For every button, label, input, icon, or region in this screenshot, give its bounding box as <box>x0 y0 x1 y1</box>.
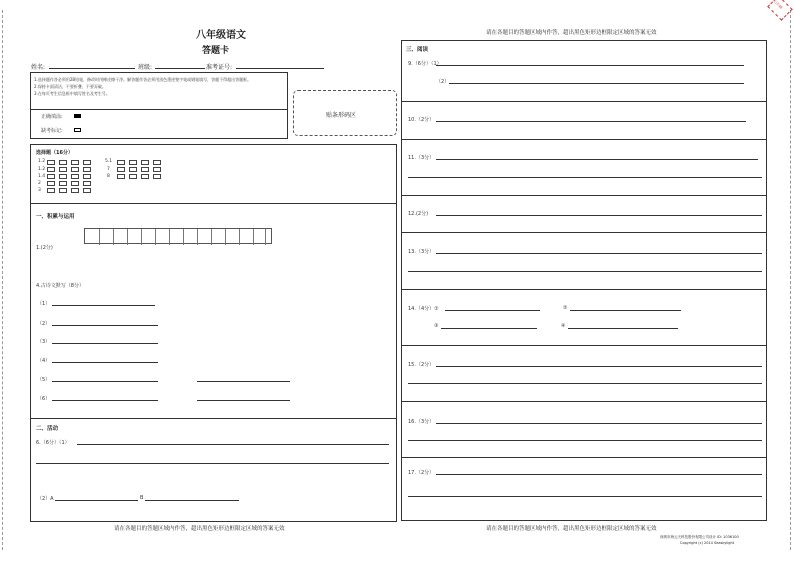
answer-line[interactable] <box>570 310 681 311</box>
company-credit: 深圳市海云天科技股份有限公司设计 ID: 1036100 <box>660 535 739 539</box>
section3-title: 三、阅读 <box>406 47 429 53</box>
bubble[interactable] <box>59 167 67 172</box>
answer-line[interactable] <box>408 177 762 178</box>
answer-line[interactable] <box>445 310 540 311</box>
q4-label: 4.古诗文默写（8分） <box>36 283 84 289</box>
choice-num: 1.2 <box>38 167 46 172</box>
bubble[interactable] <box>59 174 67 179</box>
blank-line[interactable] <box>52 362 158 363</box>
choice-num: 5.1 <box>105 159 113 164</box>
blank-line[interactable] <box>197 381 290 382</box>
q9-2-label: （2） <box>436 79 450 85</box>
answer-line[interactable] <box>408 271 762 272</box>
bubble[interactable] <box>117 167 125 172</box>
bubble[interactable] <box>71 181 79 186</box>
q1-label: 1.(2分) <box>36 245 53 251</box>
bubble[interactable] <box>59 188 67 193</box>
header-warning-right: 请在各题目的答题区域内作答，超出黑色矩形边框限定区域的答案无效 <box>486 30 657 36</box>
blank-label: （1） <box>37 301 51 307</box>
bubble[interactable] <box>153 160 161 165</box>
bubble[interactable] <box>47 174 55 179</box>
answer-line[interactable] <box>436 215 762 216</box>
answer-line[interactable] <box>436 159 758 160</box>
answer-line[interactable] <box>36 463 389 464</box>
answer-frame-left <box>30 144 397 522</box>
answer-line[interactable] <box>436 121 746 122</box>
bubble[interactable] <box>59 181 67 186</box>
q14-2-label: ② <box>563 305 568 311</box>
section2-title: 二、活动 <box>36 426 59 432</box>
bubble[interactable] <box>59 160 67 165</box>
bubble[interactable] <box>71 188 79 193</box>
q9-label: 9.（6分）（1） <box>408 61 442 67</box>
scanned-stamp: 已扫描 <box>767 0 792 21</box>
bubble[interactable] <box>47 167 55 172</box>
notice-rule-1: 1.选择题作答必须用2B铅笔，修改时用橡皮擦干净。解答题作答必须用黑色墨迹签字笔或钢笔填写，答题不得超出答题框。 <box>34 77 252 82</box>
filled-mark-icon <box>74 114 81 118</box>
blank-line[interactable] <box>197 400 290 401</box>
margin-dash-left <box>2 10 3 550</box>
choice-num: 1.4 <box>38 174 46 179</box>
card-subtitle: 答题卡 <box>202 46 230 56</box>
q14-4-label: ④ <box>561 323 566 329</box>
answer-line[interactable] <box>436 366 762 367</box>
answer-line[interactable] <box>408 383 762 384</box>
bubble[interactable] <box>129 160 137 165</box>
footer-warning-left: 请在各题目的答题区域内作答，超出黑色矩形边框限定区域的答案无效 <box>114 526 285 532</box>
answer-line[interactable] <box>55 500 138 501</box>
bubble[interactable] <box>141 160 149 165</box>
q16-label: 16.（3分） <box>408 419 435 425</box>
answer-line[interactable] <box>436 65 744 66</box>
choice-num: 1.2 <box>38 159 46 164</box>
footer-warning-right: 请在各题目的答题区域内作答，超出黑色矩形边框限定区域的答案无效 <box>486 526 657 532</box>
bubble[interactable] <box>83 174 91 179</box>
answer-line[interactable] <box>408 440 762 441</box>
bubble[interactable] <box>83 188 91 193</box>
bubble[interactable] <box>153 174 161 179</box>
choice-num: 3 <box>38 188 41 193</box>
q11-label: 11.（3分） <box>408 155 435 161</box>
notice-rule-2: 2.保持卡面清洁，不要折叠，不要弄破。 <box>34 84 106 89</box>
bubble[interactable] <box>47 160 55 165</box>
blank-label: （5） <box>37 377 51 383</box>
answer-line[interactable] <box>436 423 762 424</box>
answer-line[interactable] <box>145 500 239 501</box>
bubble[interactable] <box>47 181 55 186</box>
blank-label: （4） <box>37 358 51 364</box>
answer-line[interactable] <box>436 474 762 475</box>
answer-line[interactable] <box>408 496 762 497</box>
card-title: 八年级语文 <box>196 30 246 41</box>
bubble[interactable] <box>83 167 91 172</box>
answer-frame-right <box>401 40 767 521</box>
choice-num: 2 <box>38 181 41 186</box>
bubble[interactable] <box>153 167 161 172</box>
bubble[interactable] <box>71 174 79 179</box>
class-field[interactable] <box>155 68 205 69</box>
q1-grid[interactable] <box>84 228 272 244</box>
bubble[interactable] <box>83 160 91 165</box>
blank-label: （3） <box>37 339 51 345</box>
margin-dash-right <box>790 10 791 550</box>
exam-id-label: 准考证号: <box>206 64 233 71</box>
blank-label: （2） <box>37 321 51 327</box>
blank-line[interactable] <box>52 343 158 344</box>
barcode-area <box>293 90 397 136</box>
answer-line[interactable] <box>449 83 744 84</box>
bubble[interactable] <box>117 160 125 165</box>
name-label: 姓名: <box>31 64 46 71</box>
q15-label: 15.（2分） <box>408 362 435 368</box>
class-label: 班级: <box>138 64 153 71</box>
q13-label: 13.（3分） <box>408 249 435 255</box>
q6-2-b-label: B <box>140 495 144 501</box>
notice-rule-3: 3.在每页考生信息框中填写姓名及考生号。 <box>34 91 110 96</box>
q6-label: 6.（6分）（1） <box>36 440 70 446</box>
q17-label: 17.（2分） <box>408 470 435 476</box>
q12-label: 12.(2分) <box>408 211 429 217</box>
exam-id-field[interactable] <box>236 68 324 69</box>
answer-line[interactable] <box>436 253 762 254</box>
answer-line[interactable] <box>77 444 389 445</box>
blank-line[interactable] <box>52 381 158 382</box>
fill-correct-label: 正确填涂: <box>41 114 63 120</box>
blank-label: （6） <box>37 396 51 402</box>
bubble[interactable] <box>117 174 125 179</box>
blank-line[interactable] <box>52 325 158 326</box>
bubble[interactable] <box>141 167 149 172</box>
bubble[interactable] <box>71 160 79 165</box>
answer-line[interactable] <box>441 328 537 329</box>
blank-line[interactable] <box>52 400 158 401</box>
q14-label: 14.（4分）① <box>408 306 439 312</box>
q10-label: 10.（2分） <box>408 117 435 123</box>
choice-title: 选择题（16分） <box>36 150 73 156</box>
notice-box <box>30 72 288 139</box>
choice-num: 7 <box>107 167 110 172</box>
bubble[interactable] <box>83 181 91 186</box>
answer-line[interactable] <box>568 328 678 329</box>
absent-mark-box[interactable] <box>74 128 81 132</box>
choice-num: 8 <box>107 174 110 179</box>
bubble[interactable] <box>141 174 149 179</box>
bubble[interactable] <box>129 167 137 172</box>
blank-line[interactable] <box>52 305 155 306</box>
bubble[interactable] <box>47 188 55 193</box>
name-field[interactable] <box>49 68 135 69</box>
q6-2-label: （2）A <box>37 496 54 502</box>
copyright: Copyright (c) 2014 Seaskylight <box>680 541 735 545</box>
bubble[interactable] <box>129 174 137 179</box>
absent-mark-label: 缺考标记: <box>41 128 63 134</box>
bubble[interactable] <box>71 167 79 172</box>
q14-3-label: ③ <box>434 323 439 329</box>
section1-title: 一、积累与运用 <box>36 214 75 220</box>
barcode-label: 贴条形码区 <box>326 112 357 119</box>
